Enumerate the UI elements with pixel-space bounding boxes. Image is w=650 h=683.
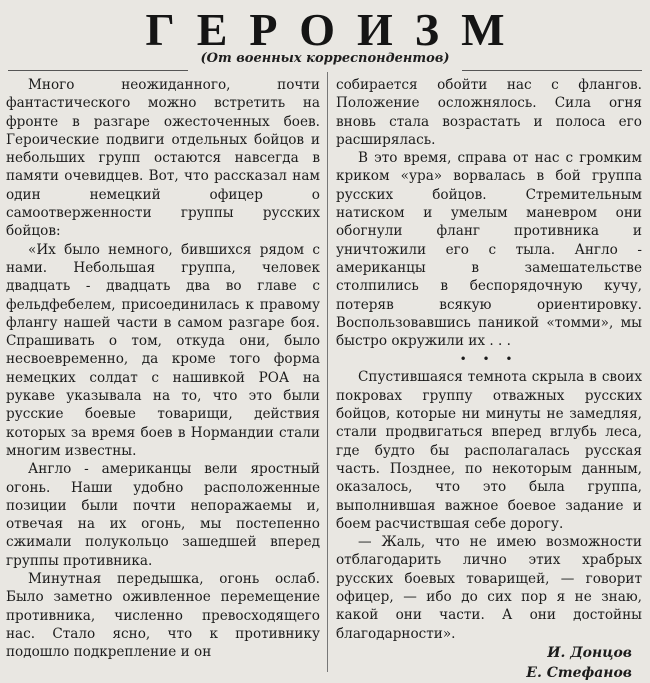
- paragraph: Спустившаяся темнота скрыла в своих покровах группу отважных русских бойцов, которые ни минуты не замедляя, стали продвигаться вперед вглубь леса, где будто бы располагалась русская часть. Позднее, по некоторым данным, оказалось, что это была группа, выполнившая важное боевое задание и боем расчиствшая себе дорогу.: [336, 369, 642, 532]
- paragraph: В это время, справа от нас с громким криком «ура» ворвалась в бой группа русских бойцов. Стремительным натиском и умелым маневром они обогнули фланг противника и уничтожили его с тыла. Англо - американцы в замешательстве столпились в беспорядочную кучу, потеряв всякую ориентировку. Воспользовавшись паникой «томми», мы быстро окружили их . . .: [336, 150, 642, 350]
- paragraph: Минутная передышка, огонь ослаб. Было заметно оживленное перемещение противника, численно превосходящего нас. Стало ясно, что к противнику подошло подкрепление и он: [6, 571, 320, 661]
- paragraph: Много неожиданного, почти фантастического можно встретить на фронте в разгаре ожесточенных боев. Героические подвиги отдельных бойцов и небольших групп остаются навсегда в памяти очевидцев. Вот, что рассказал нам один немецкий офицер о самоотверженности группы русских бойцов:: [6, 77, 320, 240]
- paragraph: «Их было немного, бившихся рядом с нами. Небольшая группа, человек двадцать - двадцать два во главе с фельдфебелем, присоединилась к правому флангу нашей части в самом разгаре боя. Спрашивать о том, откуда они, было несвоевременно, да кроме того форма немецких солдат с нашивкой РОА на рукаве указывала на то, что это были русские боевые товарищи, действия которых за время боев в Нормандии стали многим известны.: [6, 241, 320, 459]
- left-column: [6, 76, 320, 662]
- subtitle-rule-right: [462, 70, 642, 71]
- author-signature: Е. Стефанов: [526, 664, 632, 681]
- column-divider: [327, 72, 328, 672]
- paragraph: собирается обойти нас с флангов. Положение осложнялось. Сила огня вновь стала возрастать и полоса его расширялась.: [336, 77, 642, 148]
- right-column: [336, 76, 642, 683]
- subtitle-rule-left: [8, 70, 188, 71]
- article-title: ГЕРОИЗМ: [145, 4, 527, 55]
- author-signature: И. Донцов: [547, 644, 632, 661]
- paragraph: Англо - американцы вели яростный огонь. Наши удобно расположенные позиции были почти непоражаемы и, отвечая на их огонь, мы постепенно сжимали полукольцо зашедшей вперед группы противника.: [6, 461, 320, 569]
- article-subtitle: (От военных корреспондентов): [200, 51, 450, 66]
- section-break: • • •: [459, 352, 519, 367]
- paragraph: — Жаль, что не имею возможности отблагодарить лично этих храбрых русских боевых товарищей, — говорит офицер, — ибо до сих пор я не знаю, какой они части. А они достойны благодарности».: [336, 534, 642, 642]
